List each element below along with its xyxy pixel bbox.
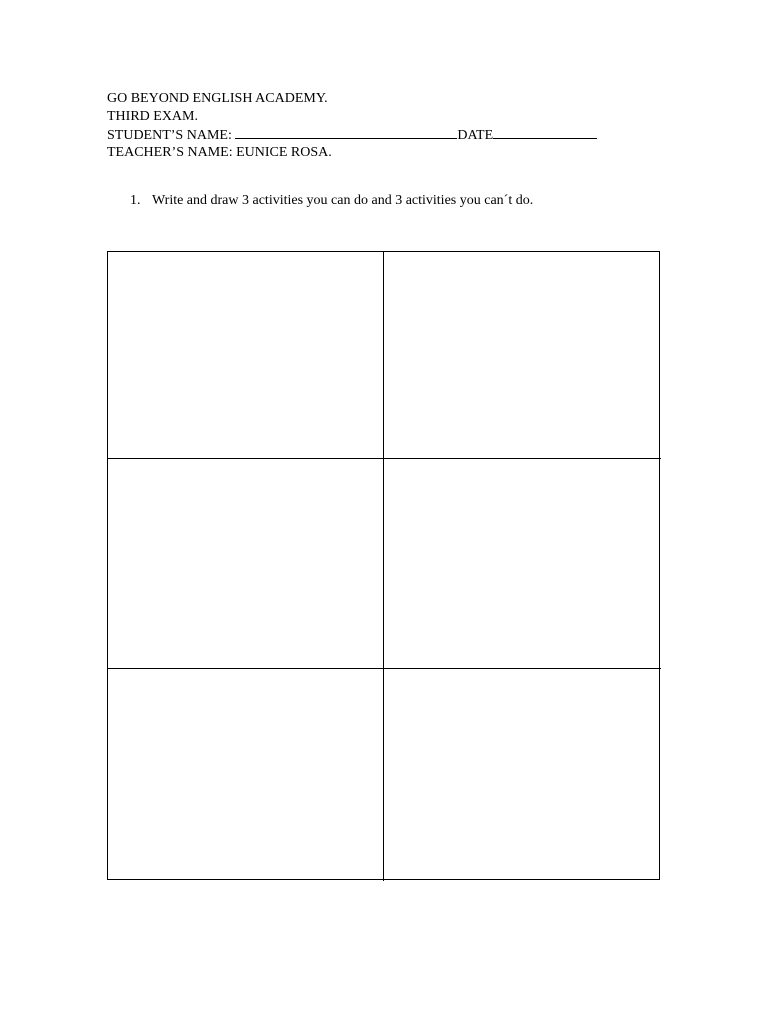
answer-box[interactable] (108, 669, 384, 881)
answer-box[interactable] (384, 459, 661, 669)
answer-box[interactable] (384, 252, 661, 459)
student-name-blank[interactable] (235, 126, 457, 139)
question-number: 1. (130, 193, 141, 208)
exam-title: THIRD EXAM. (107, 109, 198, 124)
answer-box[interactable] (384, 669, 661, 881)
answer-box[interactable] (108, 252, 384, 459)
question-text: Write and draw 3 activities you can do and 3 activities you can´t do. (152, 193, 534, 208)
school-name: GO BEYOND ENGLISH ACADEMY. (107, 91, 328, 106)
exam-header (107, 90, 597, 162)
date-label: DATE (457, 128, 494, 143)
teacher-name-line: TEACHER’S NAME: EUNICE ROSA. (107, 145, 332, 160)
date-blank[interactable] (493, 126, 597, 139)
answer-grid (107, 251, 660, 880)
student-name-label: STUDENT’S NAME: (107, 128, 236, 143)
question-1 (130, 192, 533, 210)
student-date-line (107, 126, 597, 144)
answer-box[interactable] (108, 459, 384, 669)
